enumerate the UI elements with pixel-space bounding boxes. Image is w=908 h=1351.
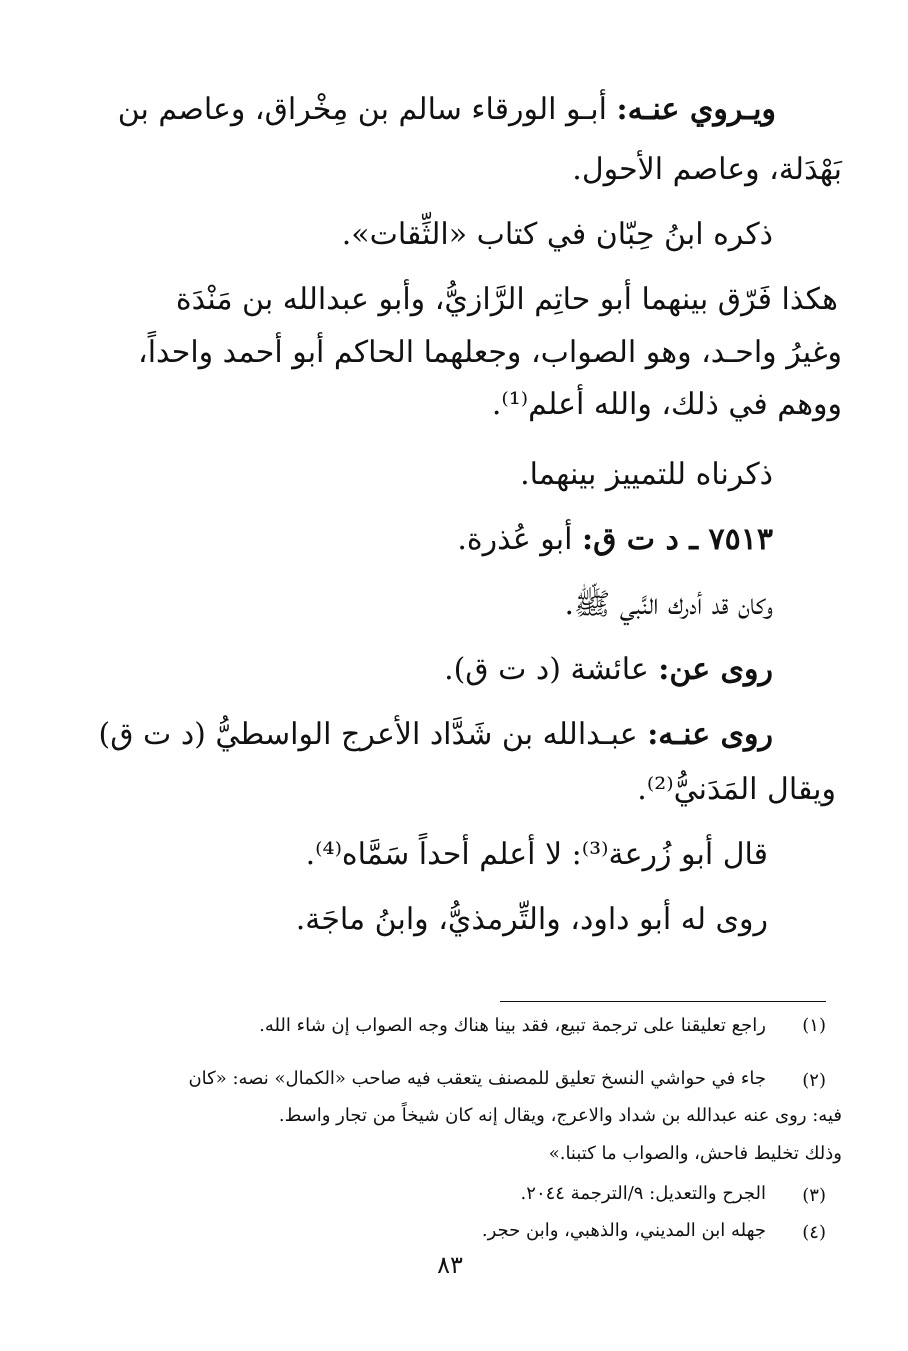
body-line-10	[373, 650, 773, 690]
narrated-from-label: روى عن:	[658, 652, 773, 687]
body-line-9: وكان قد أدرك النَّبي ﷺ.	[564, 587, 773, 622]
footnote-3-number: (٣)	[802, 1185, 826, 1206]
footnote-2-line-2: فيه: روى عنه عبدالله بن شداد والاعرج، ويقال إنه كان شيخاً من تجار واسط.	[278, 1105, 842, 1126]
body-line-1	[117, 90, 776, 130]
body-line-4: هكذا فَرّق بينهما أبو حاتِم الرَّازيُّ، وأبو عبدالله بن مَنْدَة	[175, 282, 838, 317]
body-line-14: روى له أبو داود، والتِّرمذيُّ، وابنُ ماجَة.	[295, 902, 768, 937]
body-line-7: ذكرناه للتمييز بينهما.	[520, 457, 773, 492]
body-line-6: ووهم في ذلك، والله أعلم⁽¹⁾.	[491, 387, 842, 422]
footnote-2-line-3: وذلك تخليط فاحش، والصواب ما كتبنا.»	[548, 1143, 842, 1164]
footnote-1-text: راجع تعليقنا على ترجمة تبيع، فقد بينا هناك وجه الصواب إن شاء الله.	[259, 1015, 766, 1036]
body-line-3: ذكره ابنُ حِبّان في كتاب «الثِّقات».	[341, 217, 773, 252]
narrators-label: روى عنـه:	[647, 717, 773, 752]
footnote-4-number: (٤)	[802, 1222, 826, 1243]
entry-heading	[273, 520, 773, 560]
footnote-separator	[500, 1001, 826, 1002]
entry-number: ٧٥١٣ ـ د ت ق:	[582, 522, 773, 557]
narrators-text: عبـدالله بن شَدَّاد الأعرج الواسطيُّ (د ت ق)	[98, 717, 638, 752]
body-line-11	[73, 715, 773, 755]
page-number: ٨٣	[437, 1251, 463, 1279]
footnote-1-number: (١)	[802, 1015, 826, 1036]
narrators-from-label: ويـروي عنـه:	[616, 92, 776, 127]
footnote-3-text: الجرح والتعديل: ٩/الترجمة ٢٠٤٤.	[520, 1183, 766, 1204]
footnote-2-line-1: جاء في حواشي النسخ تعليق للمصنف يتعقب فيه صاحب «الكمال» نصه: «كان	[188, 1068, 766, 1089]
body-line-5: وغيرُ واحـد، وهو الصواب، وجعلهما الحاكم أبو أحمد واحداً،	[138, 335, 842, 370]
body-line-12: ويقال المَدَنيُّ⁽²⁾.	[637, 772, 836, 807]
body-line-2: بَهْدَلة، وعاصم الأحول.	[572, 152, 842, 187]
body-line-13: قال أبو زُرعة⁽³⁾: لا أعلم أحداً سَمَّاه⁽⁴⁾.	[305, 837, 768, 872]
entry-name: أبو عُذرة.	[457, 522, 573, 557]
narrated-from-text: عائشة (د ت ق).	[444, 652, 649, 687]
narrators-from-text: أبـو الورقاء سالم بن مِخْراق، وعاصم بن	[117, 92, 607, 127]
footnote-2-number: (٢)	[802, 1070, 826, 1091]
footnote-4-text: جهله ابن المديني، والذهبي، وابن حجر.	[481, 1220, 766, 1241]
